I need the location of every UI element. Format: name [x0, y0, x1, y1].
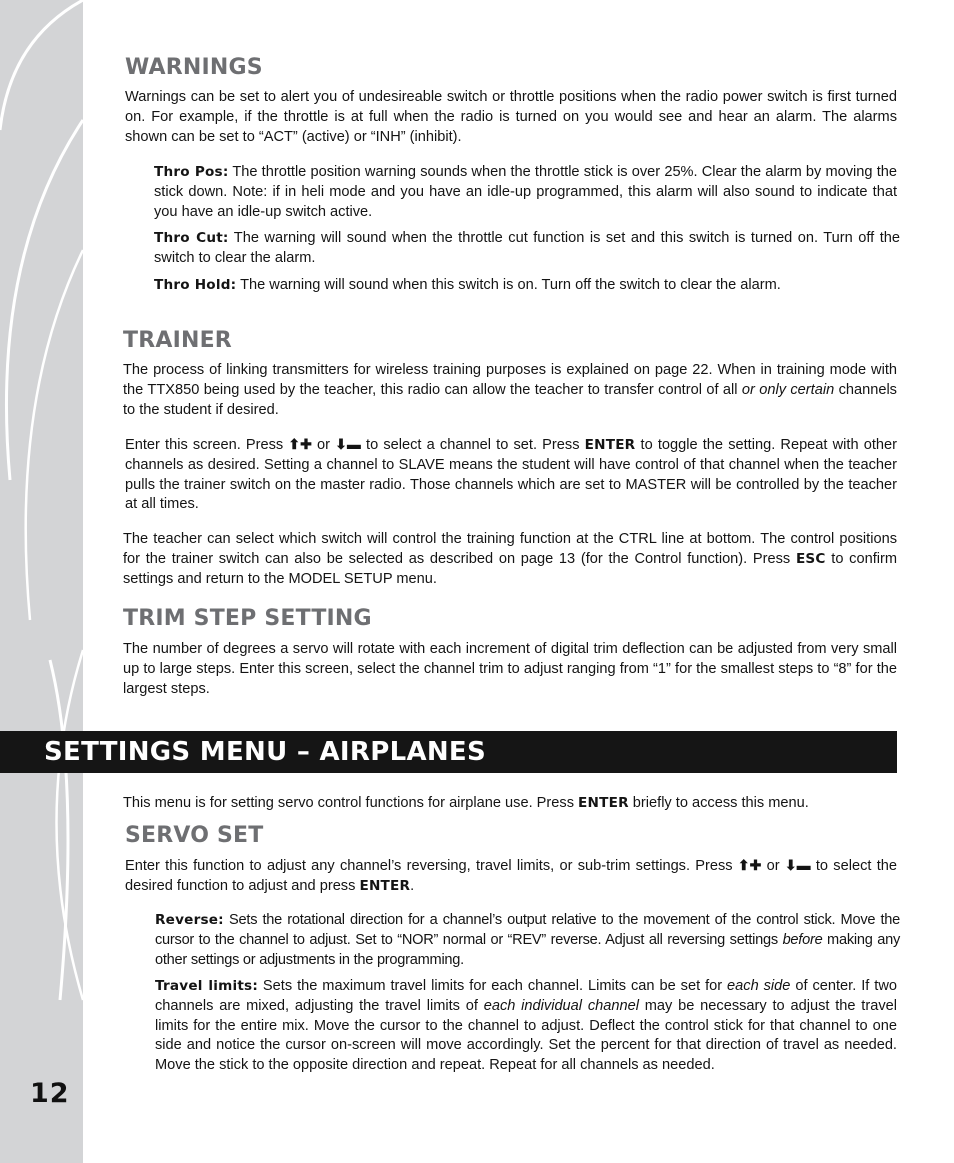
trainer-p1-text-b: channels to the student if desired. — [123, 381, 897, 418]
trainer-p2 — [125, 435, 897, 515]
up-plus-icon: ⬆✚ — [288, 436, 312, 452]
page-number: 12 — [30, 1078, 70, 1109]
travel-emphasis-1: each side — [727, 978, 791, 994]
servo-p1-text-a: Enter this function to adjust any channel’s reversing, travel limits, or sub-trim settings. Press — [125, 858, 738, 874]
servo-set-p1 — [125, 856, 897, 897]
travel-limits-item — [155, 977, 897, 1076]
trainer-p1 — [123, 361, 897, 420]
thro-cut-label: Thro Cut: — [154, 230, 229, 246]
trainer-p1-text-a: The process of linking transmitters for wireless training purposes is explained on page 22. When in training mode with the TTX850 being used by the teacher, this radio can allow the teacher to transfer control of all — [123, 362, 897, 398]
thro-hold-text: The warning will sound when this switch is on. Turn off the switch to clear the alarm. — [236, 277, 781, 293]
thro-pos-label: Thro Pos: — [154, 164, 229, 180]
reverse-item — [155, 911, 900, 970]
up-plus-icon: ⬆✚ — [737, 857, 762, 873]
trainer-p2-text-a: Enter this screen. Press — [125, 437, 289, 453]
esc-key-label: ESC — [795, 550, 826, 567]
warnings-heading: WARNINGS — [125, 55, 263, 80]
decorative-arcs — [0, 0, 83, 1163]
thro-pos-item — [154, 163, 897, 222]
trainer-p3-text-b: to confirm settings and return to the MODEL SETUP menu. — [123, 550, 898, 587]
trainer-p2-text-c: to toggle the setting. Repeat with other channels as desired. Setting a channel to SLAVE means the student will have control of that channel when the teacher pulls the trainer switch on the master radio. Those channels which are set to MASTER will be controlled by the teacher at all times. — [125, 437, 897, 513]
settings-intro-text-a: This menu is for setting servo control functions for airplane use. Press — [123, 795, 579, 811]
travel-limits-label: Travel limits: — [155, 978, 258, 994]
reverse-emphasis: before — [782, 931, 823, 948]
servo-set-heading: SERVO SET — [125, 823, 264, 848]
travel-emphasis-2: each individual channel — [483, 997, 639, 1014]
travel-text-c: may be necessary to adjust the travel limits for the entire mix. Move the cursor to the channel to adjust. Deflect the control stick for that channel to one side and notice the cursor on-screen will move accordingly. Set the percent for that direction of travel as needed. Move the stick to the opposite direction and repeat. Repeat for all channels as needed. — [155, 997, 897, 1074]
or-text: or — [311, 437, 336, 453]
trainer-heading: TRAINER — [123, 328, 232, 353]
enter-key-label: ENTER — [578, 795, 629, 811]
settings-intro-text-b: briefly to access this menu. — [628, 795, 809, 811]
thro-hold-item — [154, 276, 897, 296]
thro-pos-text: The throttle position warning sounds when the throttle stick is over 25%. Clear the alarm by moving the stick down. Note: if in heli mode and you have an idle-up programmed, this alarm will also sound to indicate that you have an idle-up switch active. — [154, 164, 897, 220]
settings-menu-intro — [123, 794, 913, 814]
trim-step-heading: TRIM STEP SETTING — [123, 606, 372, 631]
enter-key-label: ENTER — [584, 437, 636, 453]
reverse-text-b: making any other settings or adjustments in the programming. — [155, 931, 900, 968]
reverse-text-a: Sets the rotational direction for a channel’s output relative to the movement of the control stick. Move the cursor to the channel to adjust. Set to “NOR” normal or “REV” reverse. Adjust all reversing settings — [155, 912, 900, 948]
trainer-p1-emphasis: or only certain — [741, 381, 835, 398]
trainer-p2-text-b: to select a channel to set. Press — [360, 437, 585, 453]
thro-cut-text: The warning will sound when the throttle cut function is set and this switch is turned on. Turn off the switch to clear the alarm. — [154, 230, 900, 266]
thro-hold-label: Thro Hold: — [154, 277, 237, 293]
travel-text-a: Sets the maximum travel limits for each channel. Limits can be set for — [257, 978, 728, 994]
trainer-p3-text-a: The teacher can select which switch will control the training function at the CTRL line at bottom. The control positions for the trainer switch can also be selected as described on page 13 (for the Control function). Press — [123, 531, 897, 567]
enter-key-label: ENTER — [359, 877, 411, 894]
trainer-p3 — [123, 530, 897, 589]
servo-p1-text-c: . — [410, 877, 415, 894]
trim-step-text: The number of degrees a servo will rotate with each increment of digital trim deflection can be adjusted from very small up to large steps. Enter this screen, select the channel trim to adjust ranging from “1” for the smallest steps to “8” for the largest steps. — [123, 641, 897, 697]
section-banner — [0, 731, 897, 773]
reverse-label: Reverse: — [155, 912, 224, 928]
settings-menu-title: SETTINGS MENU – AIRPLANES — [44, 737, 487, 767]
down-minus-icon: ⬇▬ — [335, 436, 361, 452]
thro-cut-item — [154, 229, 900, 269]
page-sidebar — [0, 0, 83, 1163]
servo-p1-text-b: to select the desired function to adjust and press — [125, 858, 897, 894]
travel-text-b: of center. If two channels are mixed, adjusting the travel limits of — [155, 978, 897, 1014]
or-text: or — [761, 858, 785, 874]
warnings-intro: Warnings can be set to alert you of undesireable switch or throttle positions when the radio power switch is first turned on. For example, if the throttle is at full when the radio is turned on you would see and hear an alarm. The alarms shown can be set to “ACT” (active) or “INH” (inhibit). — [125, 89, 897, 145]
down-minus-icon: ⬇▬ — [784, 857, 811, 873]
